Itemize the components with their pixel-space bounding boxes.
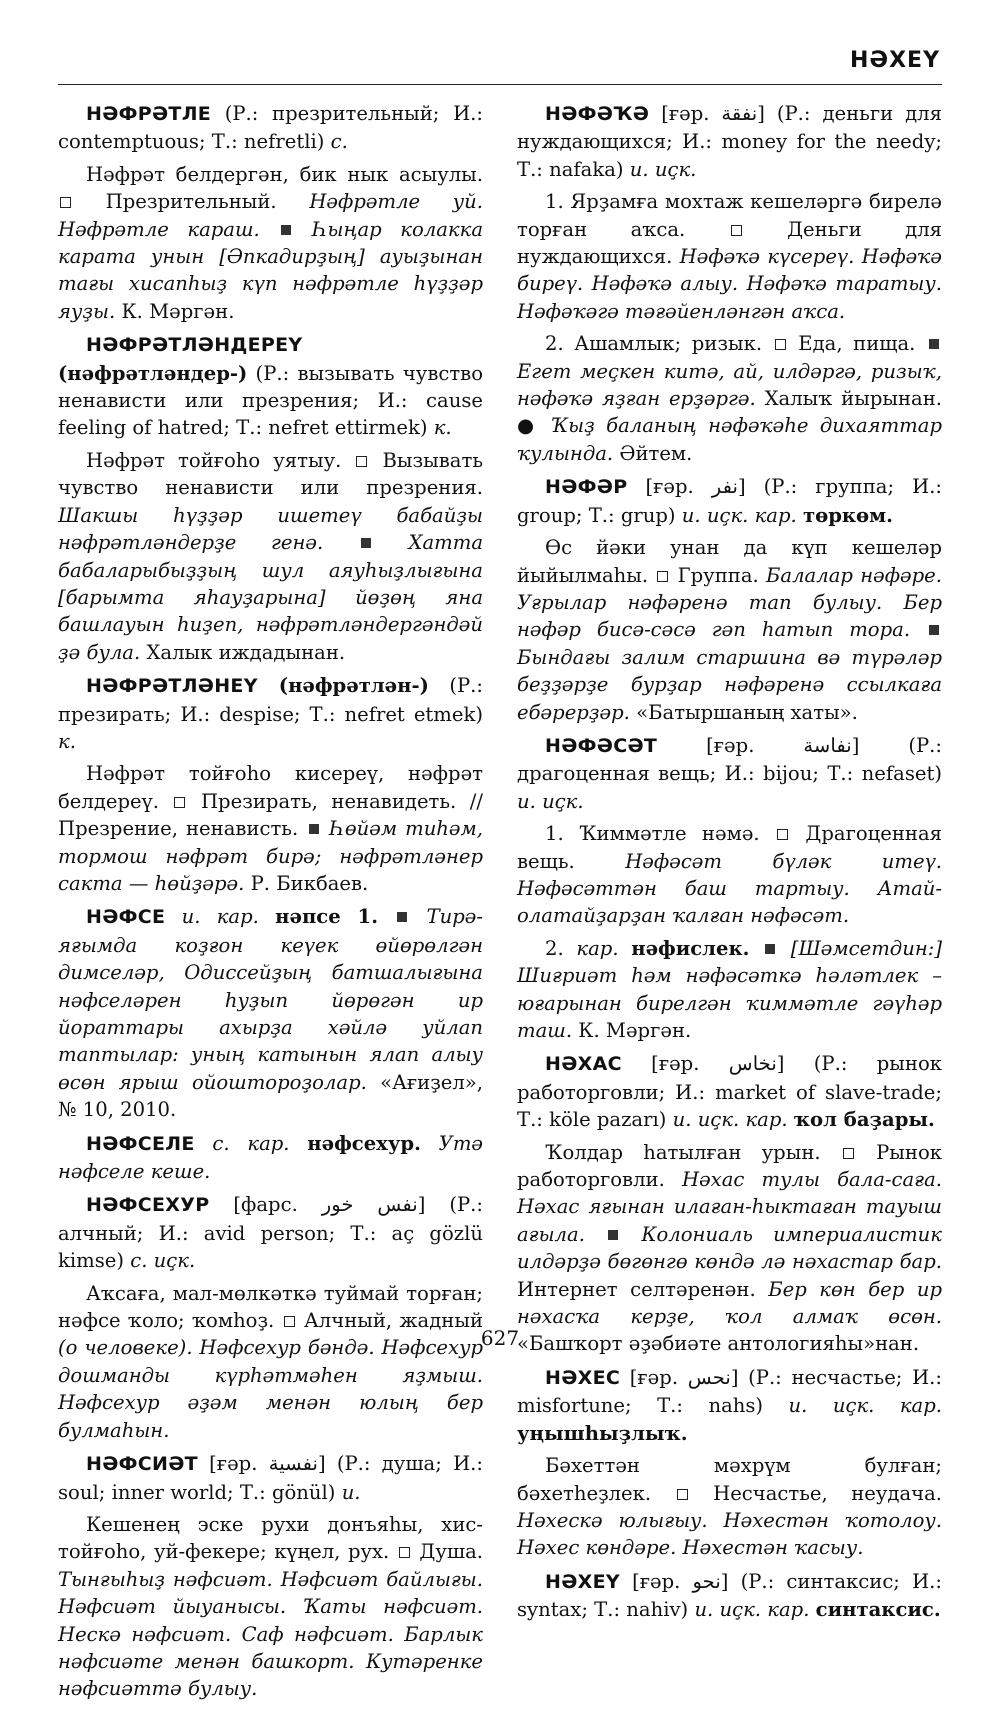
cross-reference: нәфсехур. <box>307 1131 421 1155</box>
headword: НӘФРӘТЛЕ <box>86 103 212 125</box>
example-text: Бындағы залим старшина вә түрәләр беҙҙәрҙе бурҙар нәфәренә ссылкаға ебәрерҙәр. <box>517 645 942 724</box>
grammar-label: к. <box>58 729 76 753</box>
example-text: Нәхескә юлығыу. Нәхестән ҡотолоу. Нәхес көндәре. Нәхестән ҡасыу. <box>517 1508 942 1560</box>
example-text: Хатта бабаларыбыҙҙың шул аяуһыҙлығына [барымта яһауҙарына] йөҙөң яна башлауын һиҙеп, нәфрәтләндергәндәй ҙә була. <box>58 531 484 664</box>
definition-text: [фарс. نفس خور] (Р.: алчный; И.: avid person; Т.: aç gözlü kimse) <box>58 1193 483 1273</box>
entry-sense <box>58 447 483 666</box>
entry-sense <box>58 760 483 897</box>
cross-reference: ҡол баҙары. <box>793 1108 935 1132</box>
definition-text: Алчный, жадный <box>296 1309 483 1333</box>
example-text: Нәфрәтле уй. Нәфрәтле караш. <box>58 190 484 241</box>
example-marker-icon <box>309 824 319 834</box>
headword: НӘХЕС <box>545 1366 621 1389</box>
definition-text: Интернет селтәренән. <box>517 1277 769 1301</box>
entry-head <box>58 1450 483 1506</box>
entry-sense <box>58 1511 483 1703</box>
entry-sense <box>58 1280 483 1444</box>
grammar-label: с. кар. <box>212 1131 290 1155</box>
definition-text: Халыҡ йырынан. ● <box>517 387 942 438</box>
translation-marker-icon <box>843 1148 854 1159</box>
grammar-label: и. <box>341 1480 361 1504</box>
headword: НӘФРӘТЛӘНДЕРЕҮ <box>86 334 303 357</box>
headword: НӘХЕҮ <box>545 1570 620 1593</box>
grammar-label: с. <box>330 130 348 154</box>
headword: НӘФӘҠӘ <box>545 103 650 125</box>
grammar-label: и. иҫк. кар. <box>694 1598 810 1622</box>
example-text: Шакшы һүҙҙәр ишетеү бабайҙы нәфрәтләндерҙе генә. <box>58 503 483 555</box>
definition-text: Вызывать чувство ненависти или презрения. <box>58 448 483 500</box>
example-marker-icon <box>929 339 939 349</box>
translation-marker-icon <box>677 1489 688 1500</box>
definition-text: 2. <box>545 936 577 960</box>
translation-marker-icon <box>775 339 786 350</box>
entry-head <box>517 473 942 529</box>
cross-reference: нәпсе 1. <box>275 905 379 929</box>
entry-head <box>517 1568 942 1624</box>
dictionary-entry <box>58 672 483 897</box>
example-text: Тынғыһыҙ нәфсиәт. Нәфсиәт байлығы. Нәфсиәт йыуанысы. Ҡаты нәфсиәт. Нескә нәфсиәт. Саф нәфсиәт. Барлык нәфсиәте менән башкорт. Кутәренке нәфсиәттә булыу. <box>58 1567 483 1701</box>
dictionary-entry <box>58 903 483 1123</box>
example-marker-icon <box>361 538 371 548</box>
grammar-label: и. иҫк. кар. <box>788 1394 942 1418</box>
example-marker-icon <box>765 944 775 954</box>
definition-text: 1. Ҡиммәтле нәмә. <box>545 822 776 846</box>
page-number: 627 <box>480 1326 520 1350</box>
definition-text: Презрительный. <box>73 190 310 214</box>
definition-text: [ғәр. نفاسة] (Р.: драгоценная вещь; И.: bijou; Т.: nefaset) <box>517 733 942 786</box>
definition-text: 1. Ярҙамға мохтаж кешеләргә бирелә торған аҡса. <box>517 190 942 241</box>
dictionary-entry <box>517 1568 942 1624</box>
cross-reference: нәфислек. <box>631 936 750 960</box>
definition-text <box>619 937 632 960</box>
grammar-label: и. иҫк. <box>517 789 584 813</box>
entry-head <box>58 903 483 1123</box>
example-marker-icon <box>608 1230 618 1240</box>
definition-text: [ғәр. نفسية] (Р.: душа; И.: soul; inner world; Т.: gönül) <box>58 1452 483 1504</box>
example-text: Бер көн бер ир нәхасҡа керҙе, ҡол алмаҡ өсөн. <box>517 1277 943 1329</box>
grammar-label: и. иҫк. <box>629 157 697 181</box>
right-column <box>517 100 942 1630</box>
example-text: (о человеке). Нәфсехур бәндә. Нәфсехур дошманды күрһәтмәһен яҙмыш. Нәфсехур әҙәм менән юлың бер булмаһын. <box>58 1336 483 1442</box>
example-text: Колониаль империалистик илдәрҙә бөгөнгө көндә лә нәхастар бар. <box>517 1222 942 1274</box>
entry-head <box>517 1050 942 1133</box>
definition-text <box>421 1132 439 1155</box>
example-text: Егет меҫкен китә, ай, илдәргә, ризыҡ, нәфәҡә яҙған ерҙәргә. <box>517 359 942 411</box>
cross-reference: төркөм. <box>803 503 893 527</box>
definition-text: К. Мәргән. <box>578 1019 692 1042</box>
headword: НӘФӘР <box>545 476 628 499</box>
entry-head <box>58 100 483 156</box>
definition-text: [ғәр. نحو] (Р.: синтаксис; И.: syntax; Т.: nahiv) <box>517 1569 942 1622</box>
left-column <box>58 100 483 1709</box>
definition-text: [ғәр. نحس] (Р.: несчастье; И.: misfortune; Т.: nahs) <box>517 1365 942 1418</box>
headword: НӘХАС <box>545 1053 622 1076</box>
grammar-label: и. иҫк. кар. <box>672 1108 788 1132</box>
example-text: Нәфәҡә күсереү. Нәфәҡә биреү. Нәфәҡә алыу. Нәфәҡә таратыу. Нәфәҡәгә тәғәйенләнгән аҡса. <box>517 245 942 323</box>
translation-marker-icon <box>356 456 367 467</box>
grammar-label: и. иҫк. кар. <box>681 503 797 527</box>
running-head: НӘХЕҮ <box>849 48 940 73</box>
entry-sense <box>517 820 942 930</box>
cross-reference: синтаксис. <box>815 1598 941 1622</box>
definition-text <box>259 905 275 928</box>
dictionary-entry <box>517 732 942 1044</box>
definition-text: «Башҡорт әҙәбиәте антологияһы»нан. <box>517 1332 920 1356</box>
example-text: Ҡыҙ баланың нәфәҡәһе дихаяттар ҡулында. <box>517 414 942 465</box>
cross-reference: уңышһыҙлыҡ. <box>517 1421 688 1445</box>
dictionary-entry <box>58 1130 483 1186</box>
translation-marker-icon <box>731 225 742 236</box>
definition-text: Р. Бикбаев. <box>250 871 369 895</box>
headword: НӘФРӘТЛӘНЕҮ <box>86 675 258 698</box>
definition-text: [ғәр. نخاس] (Р.: рынок работорговли; И.: market of slave-trade; Т.: köle pazarı) <box>517 1052 942 1132</box>
example-marker-icon <box>397 912 407 922</box>
definition-text <box>165 905 181 928</box>
example-text: Нәхас тулы бала-сағa. Нәхас яғынан илаған-һыктаған тауыш ағыла. <box>517 1168 942 1246</box>
definition-text: Деньги для нуждающихся. <box>517 217 942 269</box>
example-marker-icon <box>929 625 939 635</box>
definition-text: Презирать, ненавидеть. // Презрение, ненависть. <box>58 789 483 841</box>
dictionary-entry <box>517 1050 942 1357</box>
example-text: Нәфәсәт бүләк итеү. Нәфәсәттән баш тартыу. Атай-олатайҙарҙан ҡалған нәфәсәт. <box>517 849 943 928</box>
headword: НӘФӘСӘТ <box>545 734 658 757</box>
definition-text: Душа. <box>411 1540 484 1564</box>
entry-sense <box>517 935 942 1045</box>
definition-text: [ғәр. نفر] (Р.: группа; И.: group; Т.: grup) <box>517 475 942 527</box>
definition-text: Бәхеттән мәхрүм булған; бәхетһеҙлек. <box>517 1454 942 1505</box>
entry-sense <box>517 330 942 467</box>
headword: НӘФСЕ <box>86 906 166 929</box>
dictionary-entry <box>517 1364 942 1562</box>
dictionary-entry <box>58 100 483 325</box>
entry-head <box>517 100 942 183</box>
definition-text: (Р.: вызывать чувство ненависти или презрения; И.: cause feeling of hatred; Т.: nefret ettirmek) <box>58 361 483 440</box>
entry-sense <box>517 1452 942 1562</box>
example-text: Балалар нәфәре. Уғрылар нәфәренә тап булыу. Бер нәфәр бисә-сәсә гәп һатып тора. <box>517 563 943 642</box>
entry-head <box>58 1130 483 1186</box>
grammar-label: и. кар. <box>181 905 259 929</box>
headword: НӘФСЕЛЕ <box>86 1132 195 1155</box>
definition-text: Аҡсаға, мал-мөлкәткә туймай торған; нәфсе ҡоло; ҡомһоҙ. <box>58 1281 483 1333</box>
definition-text: Кешенең эске рухи донъяһы, хис-тойғоһо, уй-фекере; күңел, рух. <box>58 1512 483 1564</box>
cross-reference: (нәфрәтләндер-) <box>58 361 248 385</box>
translation-marker-icon <box>399 1547 410 1558</box>
grammar-label: с. иҫк. <box>130 1249 196 1273</box>
definition-text: 2. Ашамлык; ризык. <box>545 332 773 356</box>
example-text: Утә нәфселе кеше. <box>58 1131 483 1184</box>
dictionary-entry <box>58 1191 483 1444</box>
definition-text <box>378 905 394 928</box>
example-text: [Шәмсетдин:] Шиғриәт һәм нәфәсәткә һәләтлек – юғарынан бирелгән ҡиммәтле гәүһәр таш. <box>517 936 942 1042</box>
translation-marker-icon <box>657 571 668 582</box>
entry-sense <box>517 534 942 726</box>
entry-head <box>517 732 942 815</box>
headword: НӘФСИӘТ <box>86 1453 198 1476</box>
translation-marker-icon <box>777 829 788 840</box>
entry-head <box>58 1191 483 1274</box>
dictionary-entry <box>58 331 483 666</box>
entry-head <box>58 672 483 755</box>
definition-text: Нәфрәт белдергән, бик нык асыулы. <box>86 162 483 186</box>
dictionary-entry <box>517 473 942 726</box>
entry-head <box>517 1364 942 1447</box>
example-text: Тирә-яғымда коҙғон кеүек өйөрөлгән димселәр, Одиссейҙың батшалығына нәфселәрен һуҙып йөрөгән ир йораттары ахырҙа хәйлә уйлап таптылар: уның катынын ялап алыу өсөн ярыш ойоштороҙолар. <box>58 905 484 1094</box>
definition-text: Әйтем. <box>619 441 693 465</box>
header-rule <box>58 84 942 85</box>
entry-sense <box>58 161 483 325</box>
definition-text: Еда, пища. <box>787 332 926 356</box>
definition-text: [ғәр. نفقة] (Р.: деньги для нуждающихся; И.: money for the needy; Т.: nafaka) <box>517 102 942 181</box>
definition-text: Ҡолдар һатылған урын. <box>545 1140 841 1164</box>
translation-marker-icon <box>60 197 71 208</box>
entry-sense <box>517 188 942 325</box>
definition-text: «Батыршаның хаты». <box>636 700 858 724</box>
definition-text: Группа. <box>670 563 766 587</box>
definition-text: К. Мәргән. <box>121 299 235 323</box>
definition-text: Өс йәки унан да күп кешеләр йыйылмаһы. <box>517 536 942 587</box>
example-text: Һөйәм тиһәм, тормош нәфрәт бирә; нәфрәтләнер сакта — һөйҙәрә. <box>58 817 483 895</box>
definition-text: Нәфрәт тойғоһо кисереү, нәфрәт белдереү. <box>58 762 483 813</box>
cross-reference: (нәфрәтлән-) <box>257 674 429 698</box>
definition-text <box>195 1132 213 1155</box>
definition-text <box>290 1132 308 1155</box>
dictionary-entry <box>517 100 942 467</box>
dictionary-entry <box>58 1450 483 1703</box>
definition-text: Драгоценная вещь. <box>517 822 942 873</box>
headword: НӘФСЕХУР <box>86 1194 210 1217</box>
grammar-label: кар. <box>576 936 619 960</box>
grammar-label: к. <box>433 416 452 440</box>
entry-sense <box>517 1139 942 1358</box>
definition-text: (Р.: презирать; И.: despise; Т.: nefret etmek) <box>58 674 484 726</box>
definition-text: (Р.: презрительный; И.: contemptuous; Т.: nefretli) <box>58 102 483 154</box>
entry-head <box>58 331 483 442</box>
definition-text: «Ағиҙел», № 10, 2010. <box>58 1070 483 1122</box>
example-text: Һыңар колакка карата унын [Әпкадирҙың] ауыҙынан тағы хисапһыҙ күп нәфрәтле һүҙҙәр яуҙы. <box>58 217 483 323</box>
definition-text: Несчастье, неудача. <box>689 1481 942 1505</box>
translation-marker-icon <box>174 797 185 808</box>
definition-text <box>749 937 762 960</box>
definition-text: Рынок работорговли. <box>517 1140 942 1192</box>
definition-text: Халык иждадынан. <box>146 640 346 664</box>
definition-text: Нәфрәт тойғоһо уятыу. <box>86 448 355 472</box>
example-marker-icon <box>281 225 291 235</box>
